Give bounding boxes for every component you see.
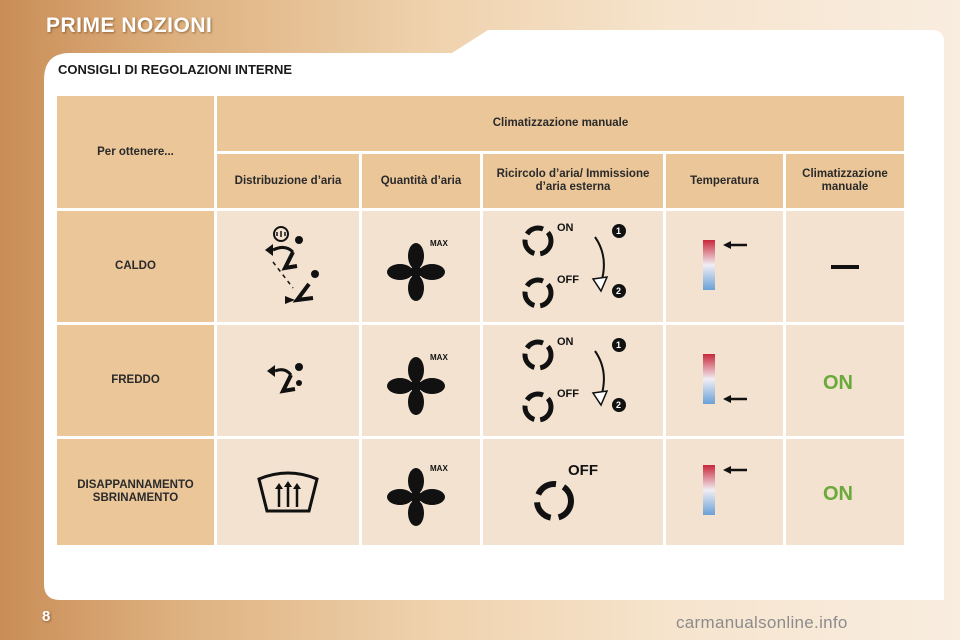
temperature-hot-icon xyxy=(695,232,755,302)
watermark: carmanualsonline.info xyxy=(676,613,848,632)
ac-status-on: ON xyxy=(823,371,853,394)
header-air-quantity: Quantità d’aria xyxy=(362,154,480,208)
table-cell xyxy=(362,325,480,436)
temperature-hot-icon xyxy=(695,457,755,527)
page-number: 8 xyxy=(42,608,51,625)
table-cell xyxy=(362,439,480,545)
windscreen-defrost-icon xyxy=(253,467,323,517)
header-manual-climate: Climatizzazione manuale xyxy=(217,96,904,151)
table-cell xyxy=(666,325,783,436)
recirculation-off-icon xyxy=(528,457,618,527)
header-manual-ac: Climatizzazione manuale xyxy=(786,154,904,208)
table-cell xyxy=(217,211,359,322)
ac-status-dash xyxy=(831,265,859,269)
table-cell xyxy=(483,211,663,322)
table-cell xyxy=(786,325,904,436)
off-label: OFF xyxy=(557,273,579,286)
off-label: OFF xyxy=(568,462,598,479)
fan-max-icon xyxy=(386,232,456,302)
table-cell xyxy=(666,439,783,545)
off-label: OFF xyxy=(557,387,579,400)
table-cell xyxy=(786,439,904,545)
table-cell xyxy=(362,211,480,322)
table-cell xyxy=(483,325,663,436)
ac-status-on: ON xyxy=(823,483,853,505)
header-recirculation: Ricircolo d’aria/ Immissione d’aria esterna xyxy=(483,154,663,208)
row-label-defog: DISAPPANNAMENTO SBRINAMENTO xyxy=(57,439,214,545)
temperature-cold-icon xyxy=(695,346,755,416)
header-air-distribution: Distribuzione d’aria xyxy=(217,154,359,208)
on-label: ON xyxy=(557,221,574,234)
step-two-label: 2 xyxy=(616,285,622,296)
ac-on-indicator xyxy=(815,366,875,396)
header-target: Per ottenere... xyxy=(57,96,214,208)
section-title: CONSIGLI DI REGOLAZIONI INTERNE xyxy=(58,62,293,77)
row-label-cold: FREDDO xyxy=(57,325,214,436)
recirculation-on-then-off-icon xyxy=(513,331,633,431)
header-temperature: Temperatura xyxy=(666,154,783,208)
table-cell xyxy=(217,325,359,436)
step-one-label: 1 xyxy=(616,225,622,236)
page-title: PRIME NOZIONI xyxy=(46,14,213,37)
fan-max-icon xyxy=(386,346,456,416)
step-two-label: 2 xyxy=(616,399,622,410)
windscreen-and-feet-icon xyxy=(233,222,343,312)
max-label: MAX xyxy=(430,464,448,473)
face-vents-icon xyxy=(263,361,313,401)
on-label: ON xyxy=(557,335,574,348)
max-label: MAX xyxy=(430,352,448,362)
ac-on-indicator xyxy=(815,477,875,507)
table-cell xyxy=(666,211,783,322)
max-label: MAX xyxy=(430,238,448,248)
table-cell xyxy=(483,439,663,545)
table-cell xyxy=(786,211,904,322)
fan-max-icon xyxy=(386,457,456,527)
table-cell xyxy=(217,439,359,545)
climate-settings-table xyxy=(57,96,904,545)
step-one-label: 1 xyxy=(616,339,622,350)
recirculation-on-then-off-icon xyxy=(513,217,633,317)
row-label-warm: CALDO xyxy=(57,211,214,322)
